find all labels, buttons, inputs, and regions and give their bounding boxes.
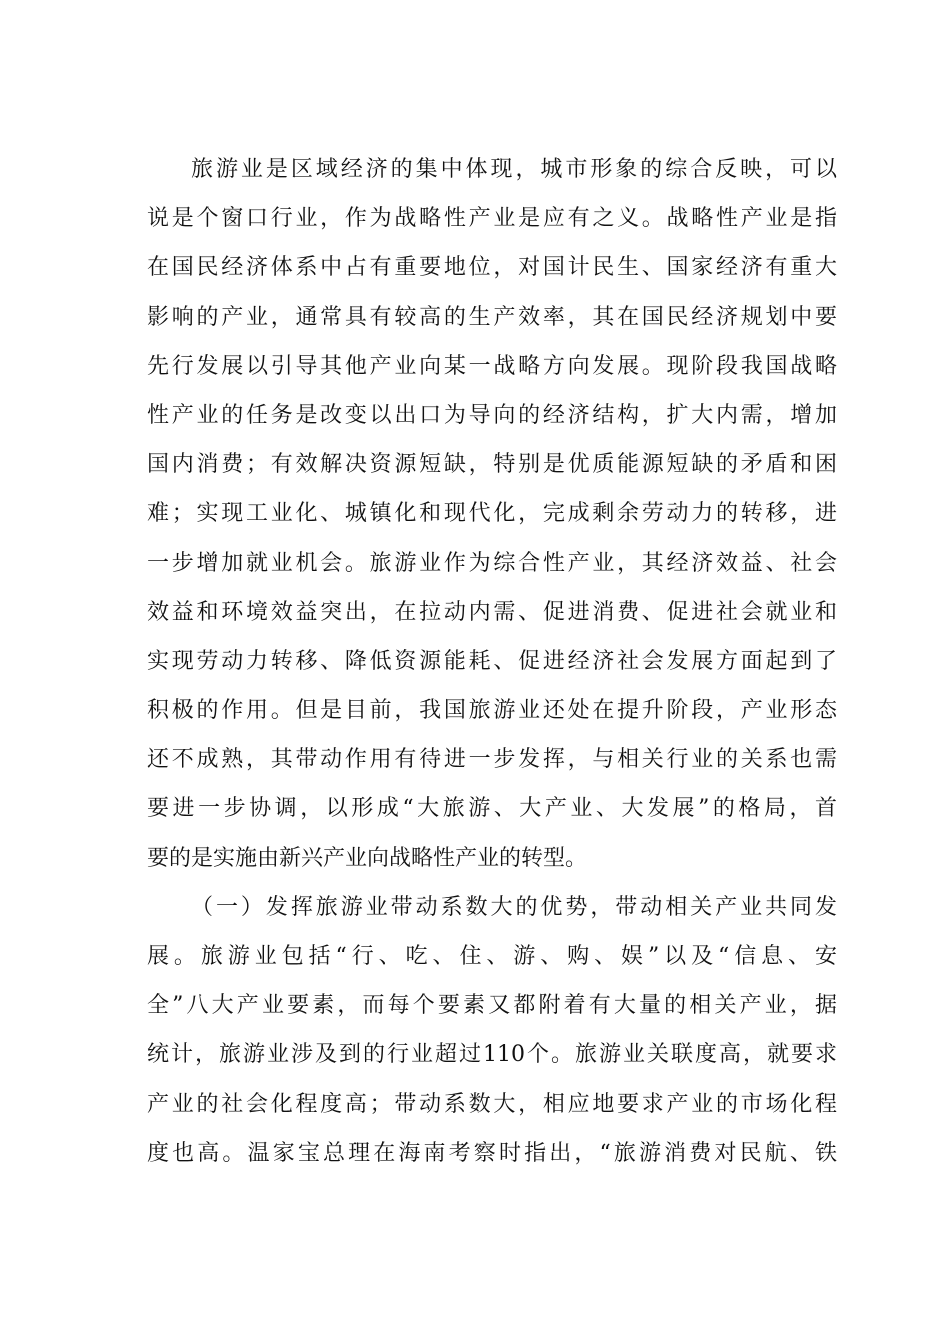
text-line: 性产业的任务是改变以出口为导向的经济结构，扩大内需，增加 — [147, 402, 837, 428]
text-line: 影响的产业，通常具有较高的生产效率，其在国民经济规划中要 — [147, 304, 837, 330]
section-heading-line: （一）发挥旅游业带动系数大的优势，带动相关产业共同发 — [191, 894, 837, 920]
text-line: 旅游业是区域经济的集中体现，城市形象的综合反映，可以 — [191, 157, 837, 182]
text-line: 先行发展以引导其他产业向某一战略方向发展。现阶段我国战略 — [147, 353, 837, 379]
text-line: 积极的作用。但是目前，我国旅游业还处在提升阶段，产业形态 — [147, 698, 837, 724]
text-line: 还不成熟，其带动作用有待进一步发挥，与相关行业的关系也需 — [147, 747, 837, 773]
text-line: 要的是实施由新兴产业向战略性产业的转型。 — [147, 845, 588, 871]
text-line: 一步增加就业机会。旅游业作为综合性产业，其经济效益、社会 — [147, 550, 837, 576]
text-line: 实现劳动力转移、降低资源能耗、促进经济社会发展方面起到了 — [147, 648, 837, 674]
text-line: 在国民经济体系中占有重要地位，对国计民生、国家经济有重大 — [147, 255, 837, 281]
text-line: 度也高。温家宝总理在海南考察时指出，“旅游消费对民航、铁 — [147, 1140, 837, 1166]
body-text — [147, 153, 837, 1186]
text-line: 全”八大产业要素，而每个要素又都附着有大量的相关产业，据 — [147, 993, 837, 1019]
text-line: 效益和环境效益突出，在拉动内需、促进消费、促进社会就业和 — [147, 599, 837, 625]
text-line: 国内消费；有效解决资源短缺，特别是优质能源短缺的矛盾和困 — [147, 452, 837, 478]
text-line: 说是个窗口行业，作为战略性产业是应有之义。战略性产业是指 — [147, 206, 837, 232]
text-line: 要进一步协调，以形成“大旅游、大产业、大发展”的格局，首 — [147, 796, 837, 822]
text-line: 统计，旅游业涉及到的行业超过110个。旅游业关联度高，就要求 — [147, 1042, 837, 1068]
text-line: 展。旅游业包括“行、吃、住、游、购、娱”以及“信息、安 — [147, 944, 837, 969]
text-line: 难；实现工业化、城镇化和现代化，完成剩余劳动力的转移，进 — [147, 501, 837, 527]
text-line: 产业的社会化程度高；带动系数大，相应地要求产业的市场化程 — [147, 1091, 837, 1117]
